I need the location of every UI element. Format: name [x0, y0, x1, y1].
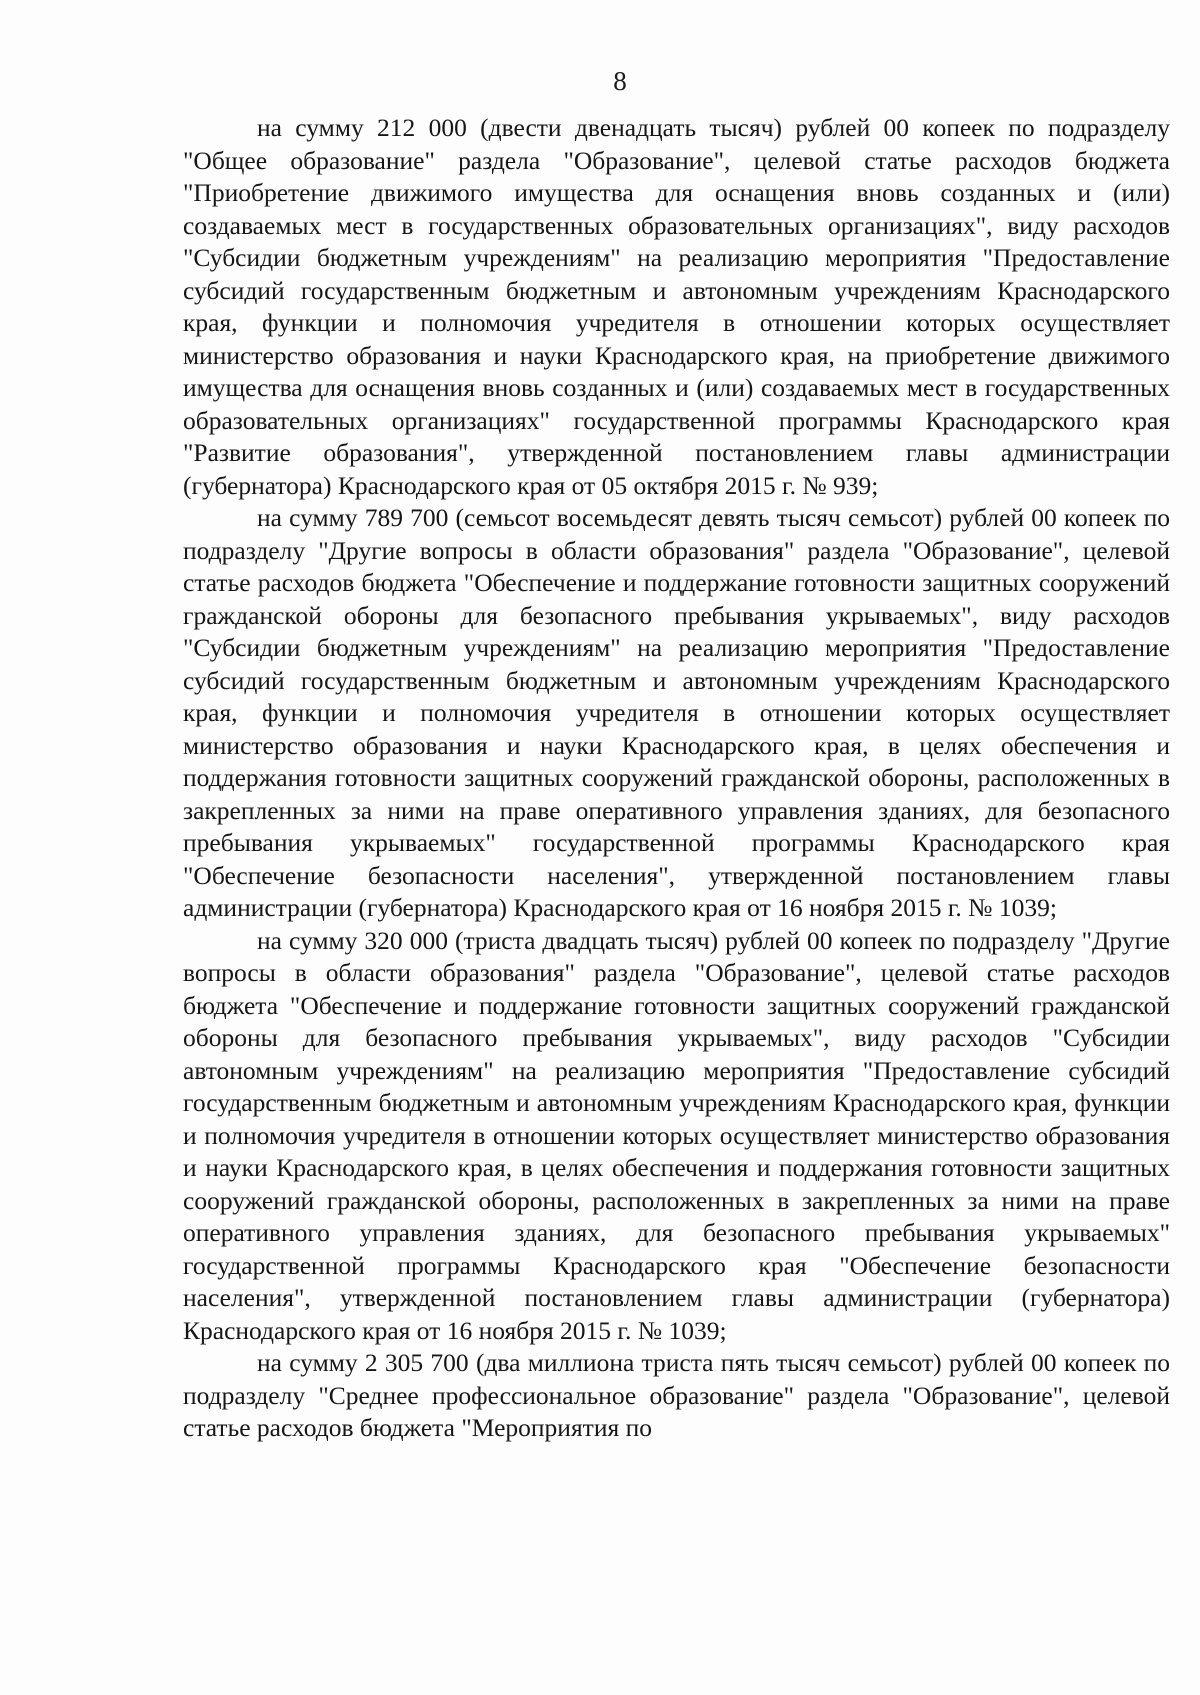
page-number: 8	[613, 66, 627, 96]
document-body	[183, 112, 1170, 1445]
paragraph-3: на сумму 320 000 (триста двадцать тысяч) рублей 00 копеек по подразделу "Другие вопросы в области образования" раздела "Образование", целевой статье расходов бюджета "Обеспечение и поддержание готовности защитных сооружений гражданской обороны для безопасного пребывания укрываемых", виду расходов "Субсидии автономным учреждениям" на реализацию мероприятия "Предоставление субсидий государственным бюджетным и автономным учреждениям Краснодарского края, функции и полномочия учредителя в отношении которых осуществляет министерство образования и науки Краснодарского края, в целях обеспечения и поддержания готовности защитных сооружений гражданской обороны, расположенных в закрепленных за ними на праве оперативного управления зданиях, для безопасного пребывания укрываемых" государственной программы Краснодарского края "Обеспечение безопасности населения", утвержденной постановлением главы администрации (губернатора) Краснодарского края от 16 ноября 2015 г. № 1039;	[183, 925, 1170, 1345]
paragraph-2: на сумму 789 700 (семьсот восемьдесят девять тысяч семьсот) рублей 00 копеек по подразделу "Другие вопросы в области образования" раздела "Образование", целевой статье расходов бюджета "Обеспечение и поддержание готовности защитных сооружений гражданской обороны для безопасного пребывания укрываемых", виду расходов "Субсидии бюджетным учреждениям" на реализацию мероприятия "Предоставление субсидий государственным бюджетным и автономным учреждениям Краснодарского края, функции и полномочия учредителя в отношении которых осуществляет министерство образования и науки Краснодарского края, в целях обеспечения и поддержания готовности защитных сооружений гражданской обороны, расположенных в закрепленных за ними на праве оперативного управления зданиях, для безопасного пребывания укрываемых" государственной программы Краснодарского края "Обеспечение безопасности населения", утвержденной постановлением главы администрации (губернатора) Краснодарского края от 16 ноября 2015 г. № 1039;	[183, 503, 1170, 922]
paragraph-1: на сумму 212 000 (двести двенадцать тысяч) рублей 00 копеек по подразделу "Общее образование" раздела "Образование", целевой статье расходов бюджета "Приобретение движимого имущества для оснащения вновь созданных и (или) создаваемых мест в государственных образовательных организациях", виду расходов "Субсидии бюджетным учреждениям" на реализацию мероприятия "Предоставление субсидий государственным бюджетным и автономным учреждениям Краснодарского края, функции и полномочия учредителя в отношении которых осуществляет министерство образования и науки Краснодарского края, на приобретение движимого имущества для оснащения вновь созданных и (или) создаваемых мест в государственных образовательных организациях" государственной программы Краснодарского края "Развитие образования", утвержденной постановлением главы администрации (губернатора) Краснодарского края от 05 октября 2015 г. № 939;	[183, 113, 1170, 500]
paragraph-4: на сумму 2 305 700 (два миллиона триста пять тысяч семьсот) рублей 00 копеек по подразделу "Среднее профессиональное образование" раздела "Образование", целевой статье расходов бюджета "Мероприятия по	[183, 1348, 1170, 1442]
